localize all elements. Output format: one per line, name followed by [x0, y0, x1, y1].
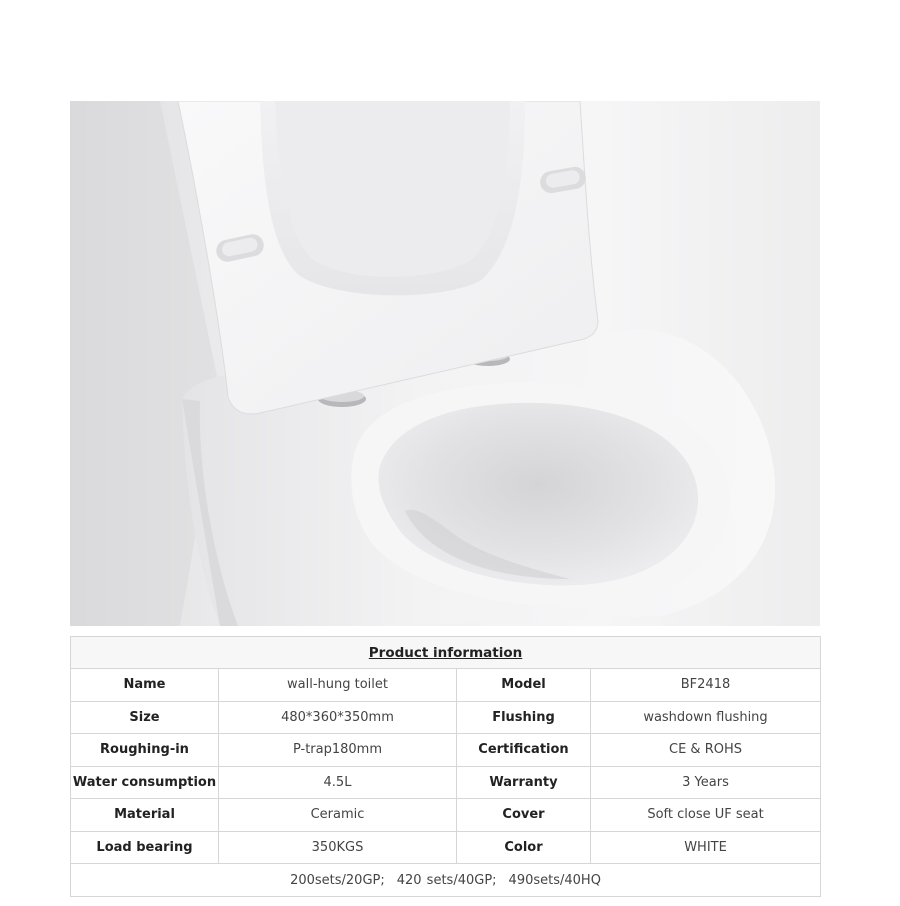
packing-cell: [71, 864, 821, 897]
flushing-label: Flushing: [457, 701, 591, 734]
model-value: BF2418: [591, 669, 821, 702]
table-row: [71, 799, 821, 832]
table-title-cell: [71, 637, 821, 669]
color-label: Color: [457, 831, 591, 864]
name-label: Name: [71, 669, 219, 702]
roughing-in-label: Roughing-in: [71, 734, 219, 767]
packing-40gp: 420 sets/40GP;: [396, 872, 497, 888]
water-consumption-label: Water consumption: [71, 766, 219, 799]
table-row: [71, 701, 821, 734]
packing-20gp: 200sets/20GP;: [290, 872, 385, 888]
product-image-toilet: [70, 101, 820, 626]
table-title-row: [71, 637, 821, 669]
certification-label: Certification: [457, 734, 591, 767]
table-row: [71, 669, 821, 702]
material-value: Ceramic: [219, 799, 457, 832]
table-row: [71, 831, 821, 864]
load-bearing-label: Load bearing: [71, 831, 219, 864]
water-consumption-value: 4.5L: [219, 766, 457, 799]
cover-label: Cover: [457, 799, 591, 832]
load-bearing-value: 350KGS: [219, 831, 457, 864]
table-row: [71, 766, 821, 799]
color-value: WHITE: [591, 831, 821, 864]
table-row: [71, 734, 821, 767]
warranty-value: 3 Years: [591, 766, 821, 799]
size-value: 480*360*350mm: [219, 701, 457, 734]
flushing-value: washdown flushing: [591, 701, 821, 734]
size-label: Size: [71, 701, 219, 734]
packing-row: [71, 864, 821, 897]
cover-value: Soft close UF seat: [591, 799, 821, 832]
model-label: Model: [457, 669, 591, 702]
warranty-label: Warranty: [457, 766, 591, 799]
material-label: Material: [71, 799, 219, 832]
certification-value: CE & ROHS: [591, 734, 821, 767]
product-info-table: [70, 636, 821, 897]
roughing-in-value: P-trap180mm: [219, 734, 457, 767]
table-title: Product information: [368, 644, 523, 661]
packing-40hq: 490sets/40HQ: [508, 872, 601, 888]
name-value: wall-hung toilet: [219, 669, 457, 702]
